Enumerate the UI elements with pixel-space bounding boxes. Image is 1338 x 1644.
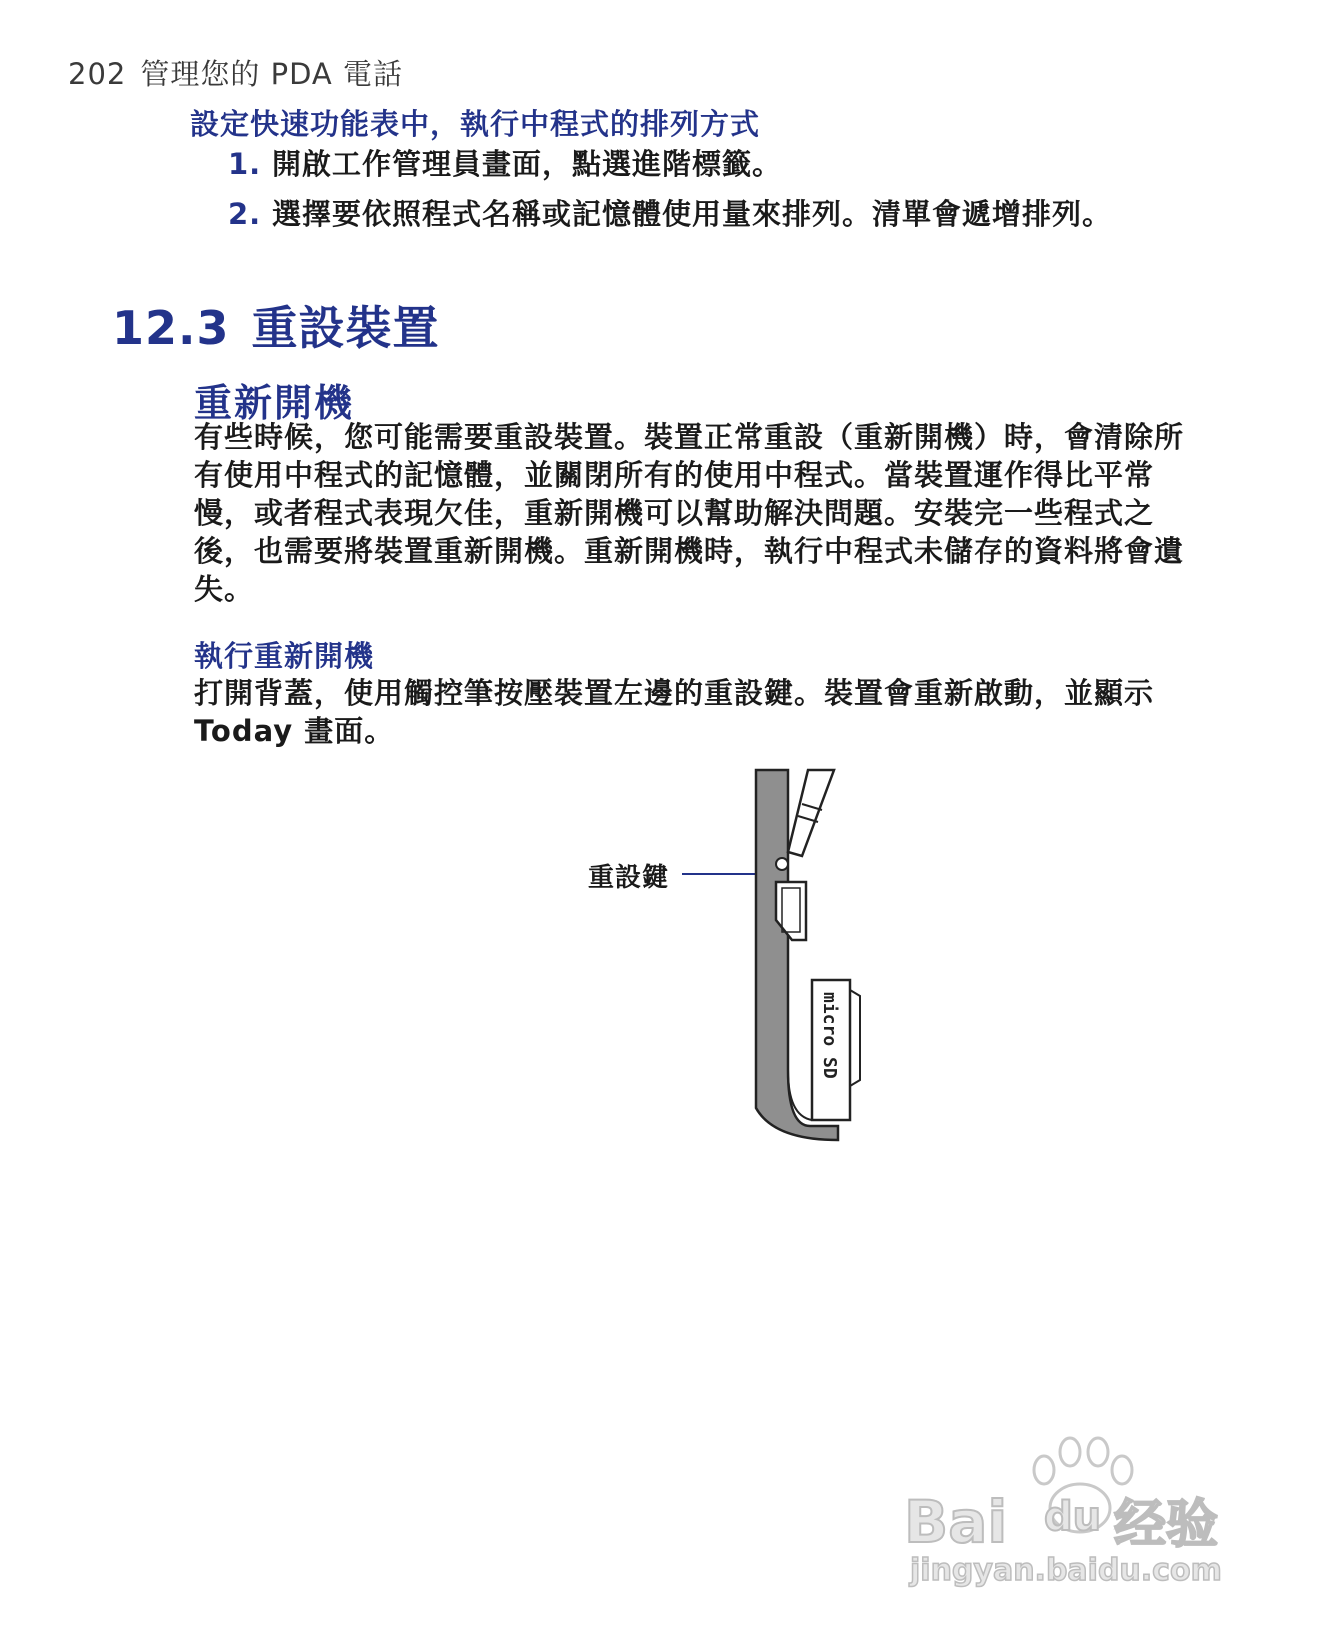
card-slot-tab [850, 990, 860, 1086]
reset-key-label: 重設鍵 [588, 863, 670, 893]
step-number: 2. [228, 197, 262, 231]
device-side-illustration [560, 770, 880, 1150]
sort-steps-list [228, 146, 1112, 246]
list-item [228, 146, 1112, 196]
card-slot-label: micro SD [819, 992, 840, 1079]
watermark-brand: Bai [904, 1488, 1008, 1556]
chapter-title: 管理您的 PDA 電話 [140, 57, 403, 91]
step-text: 開啟工作管理員畫面，點選進階標籤。 [272, 147, 783, 181]
reset-hole-icon [776, 858, 788, 870]
section-number: 12.3 [112, 301, 230, 355]
section-title [112, 292, 440, 358]
section-name: 重設裝置 [251, 301, 440, 355]
list-item [228, 196, 1112, 246]
sort-section-heading: 設定快速功能表中，執行中程式的排列方式 [190, 107, 761, 141]
watermark-url: jingyan.baidu.com [910, 1553, 1222, 1588]
watermark-service: 经验 [1114, 1495, 1219, 1555]
step-number: 1. [228, 147, 262, 181]
restart-heading: 重新開機 [194, 381, 355, 425]
baidu-watermark [904, 1430, 1260, 1600]
do-restart-body: 打開背蓋，使用觸控筆按壓裝置左邊的重設鍵。裝置會重新啟動，並顯示 Today 畫面。 [194, 676, 1155, 748]
watermark-brand-suffix: du [1044, 1494, 1102, 1540]
page-header [68, 52, 403, 93]
stylus [788, 770, 834, 856]
do-restart-heading: 執行重新開機 [194, 639, 375, 673]
restart-body: 有些時候，您可能需要重設裝置。裝置正常重設（重新開機）時，會清除所有使用中程式的記憶體，並關閉所有的使用中程式。當裝置運作得比平常慢，或者程式表現欠佳，重新開機可以幫助解決問題。安裝完一些程式之後，也需要將裝置重新開機。重新開機時，執行中程式未儲存的資料將會遺失。 [194, 420, 1185, 606]
step-text: 選擇要依照程式名稱或記憶體使用量來排列。清單會遞增排列。 [272, 197, 1113, 231]
page-number: 202 [68, 57, 127, 91]
